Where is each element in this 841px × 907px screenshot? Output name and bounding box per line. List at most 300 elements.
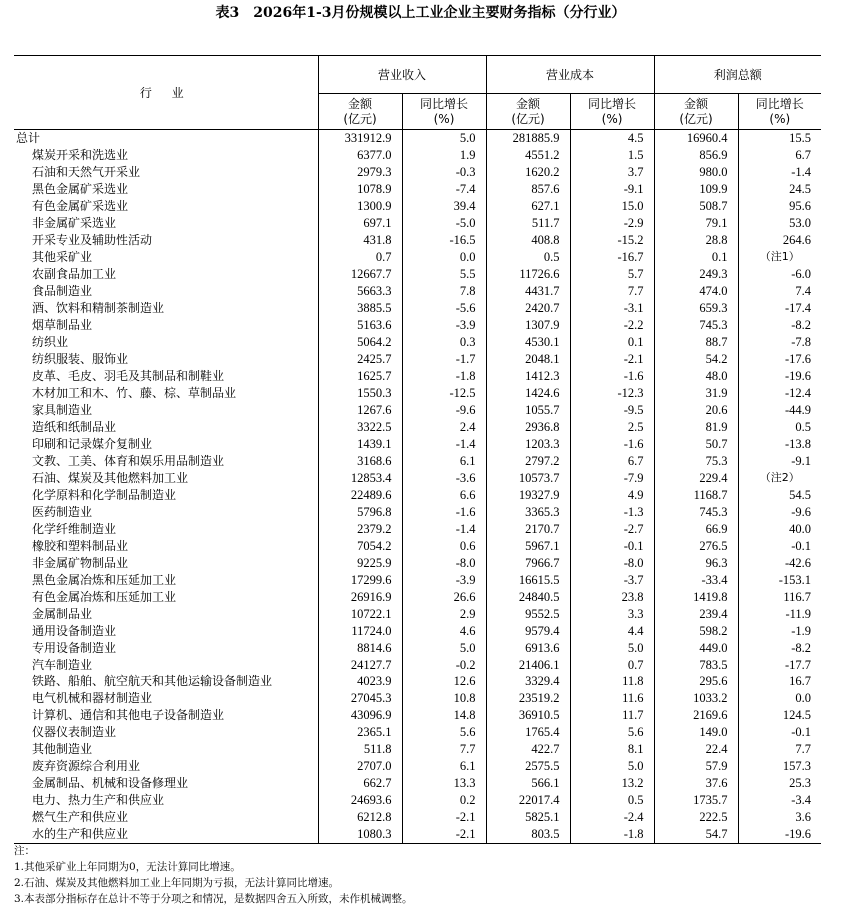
cost-amount-cell: 1307.9 (486, 317, 570, 334)
cost-growth-cell: -1.6 (570, 368, 654, 385)
cost-amount-cell: 10573.7 (486, 469, 570, 486)
cost-growth-cell: -12.3 (570, 385, 654, 402)
cost-growth-cell: -16.7 (570, 249, 654, 266)
profit-growth-cell: -11.9 (738, 605, 821, 622)
industry-name: 总计 (16, 131, 41, 146)
revenue-amount-cell: 11724.0 (318, 622, 402, 639)
revenue-growth-cell: 5.5 (402, 266, 486, 283)
revenue-amount-cell: 3322.5 (318, 418, 402, 435)
cost-amount-cell: 2797.2 (486, 452, 570, 469)
profit-amount-cell: 745.3 (654, 317, 738, 334)
cost-growth-cell: -2.2 (570, 317, 654, 334)
cost-amount-cell: 16615.5 (486, 571, 570, 588)
footnote-3: 3.本表部分指标存在总计不等于分项之和情况，是数据四舍五入所致，未作机械调整。 (14, 893, 413, 905)
profit-amount-cell: 48.0 (654, 368, 738, 385)
cost-growth-cell: 0.7 (570, 656, 654, 673)
profit-growth-cell: -9.1 (738, 452, 821, 469)
cost-amount-cell: 9552.5 (486, 605, 570, 622)
profit-growth-cell: 124.5 (738, 707, 821, 724)
revenue-amount-cell: 12853.4 (318, 469, 402, 486)
profit-growth-cell: -17.4 (738, 300, 821, 317)
table-row (14, 147, 821, 164)
revenue-growth-cell: -1.4 (402, 435, 486, 452)
profit-growth-cell: 7.4 (738, 283, 821, 300)
industry-name: 有色金属冶炼和压延加工业 (32, 589, 177, 604)
revenue-amount-cell: 6212.8 (318, 809, 402, 826)
table-row (14, 554, 821, 571)
profit-amount-cell: 1033.2 (654, 690, 738, 707)
profit-growth-cell: -1.4 (738, 164, 821, 181)
profit-growth-cell: -7.8 (738, 334, 821, 351)
revenue-growth-cell: -2.1 (402, 809, 486, 826)
revenue-amount-cell: 6377.0 (318, 147, 402, 164)
cost-growth-cell: -1.6 (570, 435, 654, 452)
industry-name: 专用设备制造业 (32, 640, 117, 655)
revenue-amount-cell: 2365.1 (318, 724, 402, 741)
profit-amount-cell: 295.6 (654, 673, 738, 690)
cost-amount-cell: 3365.3 (486, 503, 570, 520)
revenue-growth-cell: 0.2 (402, 792, 486, 809)
cost-amount-cell: 2170.7 (486, 520, 570, 537)
revenue-amount-cell: 22489.6 (318, 486, 402, 503)
cost-amount-cell: 803.5 (486, 826, 570, 843)
growth-unit: (%) (769, 111, 791, 126)
growth-unit: (%) (601, 111, 623, 126)
table-row (14, 435, 821, 452)
profit-growth-cell: 157.3 (738, 758, 821, 775)
cost-amount-cell: 566.1 (486, 775, 570, 792)
table-row (14, 741, 821, 758)
revenue-group-header: 营业收入 (318, 56, 486, 94)
cost-growth-cell: 11.8 (570, 673, 654, 690)
table-row (14, 249, 821, 266)
profit-growth-cell: -8.2 (738, 317, 821, 334)
profit-growth-cell: 0.0 (738, 690, 821, 707)
revenue-growth-cell: -12.5 (402, 385, 486, 402)
cost-amount-cell: 511.7 (486, 215, 570, 232)
profit-amount-cell: 75.3 (654, 452, 738, 469)
revenue-amount-cell: 17299.6 (318, 571, 402, 588)
profit-growth-cell: -44.9 (738, 402, 821, 419)
financial-indicators-table (14, 55, 821, 844)
revenue-growth-cell: 14.8 (402, 707, 486, 724)
cost-amount-cell: 281885.9 (486, 130, 570, 147)
cost-growth-cell: -0.1 (570, 537, 654, 554)
revenue-growth-cell: 0.0 (402, 249, 486, 266)
industry-name: 农副食品加工业 (32, 267, 117, 282)
cost-growth-cell: -1.3 (570, 503, 654, 520)
revenue-growth-cell: 5.6 (402, 724, 486, 741)
cost-growth-cell: 6.7 (570, 452, 654, 469)
revenue-amount-cell: 8814.6 (318, 639, 402, 656)
table-row (14, 181, 821, 198)
cost-growth-cell: 7.7 (570, 283, 654, 300)
revenue-growth-cell: -1.7 (402, 351, 486, 368)
industry-name: 通用设备制造业 (32, 623, 117, 638)
table-row (14, 198, 821, 215)
revenue-amount-cell: 431.8 (318, 232, 402, 249)
profit-growth-cell: 95.6 (738, 198, 821, 215)
industry-name: 橡胶和塑料制品业 (32, 538, 129, 553)
revenue-growth-cell: 1.9 (402, 147, 486, 164)
profit-amount-cell: 149.0 (654, 724, 738, 741)
industry-name: 纺织业 (32, 335, 69, 350)
profit-growth-cell: -13.8 (738, 435, 821, 452)
industry-name: 金属制品、机械和设备修理业 (32, 776, 189, 791)
cost-amount-cell: 23519.2 (486, 690, 570, 707)
revenue-amount-cell: 24693.6 (318, 792, 402, 809)
table-row (14, 809, 821, 826)
table-row (14, 792, 821, 809)
revenue-amount-cell: 1439.1 (318, 435, 402, 452)
table-row (14, 469, 821, 486)
cost-amount-cell: 5967.1 (486, 537, 570, 554)
cost-amount-cell: 9579.4 (486, 622, 570, 639)
industry-name: 食品制造业 (32, 284, 93, 299)
profit-amount-cell: 980.0 (654, 164, 738, 181)
table-title: 表3 2026年1-3月份规模以上工业企业主要财务指标（分行业） (215, 5, 626, 21)
cost-amount-cell: 5825.1 (486, 809, 570, 826)
revenue-growth-cell: -0.3 (402, 164, 486, 181)
revenue-amount-cell: 5663.3 (318, 283, 402, 300)
profit-amount-cell: -33.4 (654, 571, 738, 588)
cost-amount-cell: 7966.7 (486, 554, 570, 571)
cost-growth-cell: 4.9 (570, 486, 654, 503)
profit-growth-cell: 54.5 (738, 486, 821, 503)
cost-amount-cell: 24840.5 (486, 588, 570, 605)
profit-growth-cell: 25.3 (738, 775, 821, 792)
profit-amount-cell: 28.8 (654, 232, 738, 249)
table-row (14, 385, 821, 402)
table-row (14, 486, 821, 503)
revenue-amount-cell: 5796.8 (318, 503, 402, 520)
revenue-growth-cell: 4.6 (402, 622, 486, 639)
industry-name: 烟草制品业 (32, 318, 93, 333)
revenue-amount-cell: 2979.3 (318, 164, 402, 181)
industry-name: 计算机、通信和其他电子设备制造业 (32, 708, 225, 723)
growth-subheader (570, 94, 654, 130)
cost-growth-cell: -2.7 (570, 520, 654, 537)
cost-growth-cell: 0.5 (570, 792, 654, 809)
revenue-amount-cell: 2425.7 (318, 351, 402, 368)
cost-amount-cell: 1203.3 (486, 435, 570, 452)
revenue-amount-cell: 1625.7 (318, 368, 402, 385)
profit-amount-cell: 81.9 (654, 418, 738, 435)
industry-name: 金属制品业 (32, 606, 93, 621)
cost-amount-cell: 2936.8 (486, 418, 570, 435)
cost-amount-cell: 857.6 (486, 181, 570, 198)
profit-amount-cell: 22.4 (654, 741, 738, 758)
growth-subheader (402, 94, 486, 130)
profit-amount-cell: 474.0 (654, 283, 738, 300)
revenue-growth-cell: -1.8 (402, 368, 486, 385)
table-row (14, 520, 821, 537)
cost-growth-cell: 3.3 (570, 605, 654, 622)
cost-growth-cell: 4.5 (570, 130, 654, 147)
table-row (14, 317, 821, 334)
profit-amount-cell: 54.2 (654, 351, 738, 368)
cost-amount-cell: 36910.5 (486, 707, 570, 724)
footnote-heading: 注： (14, 845, 35, 857)
revenue-amount-cell: 7054.2 (318, 537, 402, 554)
cost-growth-cell: 15.0 (570, 198, 654, 215)
cost-growth-cell: -3.1 (570, 300, 654, 317)
cost-growth-cell: 5.0 (570, 639, 654, 656)
table-row (14, 588, 821, 605)
revenue-amount-cell: 2379.2 (318, 520, 402, 537)
revenue-growth-cell: 5.0 (402, 130, 486, 147)
cost-growth-cell: -1.8 (570, 826, 654, 843)
revenue-growth-cell: 2.9 (402, 605, 486, 622)
profit-growth-cell: -0.1 (738, 537, 821, 554)
cost-growth-cell: -8.0 (570, 554, 654, 571)
growth-unit: (%) (433, 111, 455, 126)
profit-growth-cell: 3.6 (738, 809, 821, 826)
cost-amount-cell: 11726.6 (486, 266, 570, 283)
industry-name: 其他采矿业 (32, 250, 93, 265)
profit-amount-cell: 783.5 (654, 656, 738, 673)
growth-label: 同比增长 (755, 96, 804, 111)
industry-name: 医药制造业 (32, 504, 93, 519)
revenue-growth-cell: 26.6 (402, 588, 486, 605)
amount-unit: (亿元) (511, 111, 545, 126)
profit-growth-cell: -17.7 (738, 656, 821, 673)
revenue-growth-cell: 7.7 (402, 741, 486, 758)
profit-growth-cell: -8.2 (738, 639, 821, 656)
profit-growth-cell: -0.1 (738, 724, 821, 741)
revenue-growth-cell: -2.1 (402, 826, 486, 843)
amount-unit: (亿元) (343, 111, 377, 126)
industry-name: 石油和天然气开采业 (32, 165, 141, 180)
table-row (14, 164, 821, 181)
profit-amount-cell: 276.5 (654, 537, 738, 554)
profit-growth-cell: 24.5 (738, 181, 821, 198)
revenue-growth-cell: -3.6 (402, 469, 486, 486)
revenue-amount-cell: 5163.6 (318, 317, 402, 334)
profit-amount-cell: 1735.7 (654, 792, 738, 809)
amount-subheader (486, 94, 570, 130)
cost-growth-cell: -2.9 (570, 215, 654, 232)
table-row (14, 452, 821, 469)
industry-name: 汽车制造业 (32, 657, 93, 672)
cost-growth-cell: -9.5 (570, 402, 654, 419)
cost-amount-cell: 4431.7 (486, 283, 570, 300)
industry-name: 黑色金属冶炼和压延加工业 (32, 572, 177, 587)
revenue-growth-cell: 0.3 (402, 334, 486, 351)
profit-growth-cell: 264.6 (738, 232, 821, 249)
revenue-amount-cell: 2707.0 (318, 758, 402, 775)
revenue-growth-cell: -5.0 (402, 215, 486, 232)
profit-growth-cell: -19.6 (738, 826, 821, 843)
table-row (14, 707, 821, 724)
cost-amount-cell: 19327.9 (486, 486, 570, 503)
amount-label: 金额 (347, 96, 372, 111)
industry-name: 仪器仪表制造业 (32, 725, 117, 740)
cost-amount-cell: 2048.1 (486, 351, 570, 368)
revenue-amount-cell: 27045.3 (318, 690, 402, 707)
profit-amount-cell: 54.7 (654, 826, 738, 843)
amount-unit: (亿元) (679, 111, 713, 126)
amount-label: 金额 (516, 96, 541, 111)
profit-growth-cell: -6.0 (738, 266, 821, 283)
table-row (14, 775, 821, 792)
cost-amount-cell: 1765.4 (486, 724, 570, 741)
cost-growth-cell: -15.2 (570, 232, 654, 249)
profit-growth-cell: （注1） (738, 249, 821, 266)
profit-growth-cell: 6.7 (738, 147, 821, 164)
table-row (14, 300, 821, 317)
profit-amount-cell: 31.9 (654, 385, 738, 402)
profit-growth-cell: -9.6 (738, 503, 821, 520)
cost-amount-cell: 408.8 (486, 232, 570, 249)
profit-amount-cell: 0.1 (654, 249, 738, 266)
profit-growth-cell: -12.4 (738, 385, 821, 402)
revenue-amount-cell: 1300.9 (318, 198, 402, 215)
revenue-growth-cell: -8.0 (402, 554, 486, 571)
profit-amount-cell: 50.7 (654, 435, 738, 452)
profit-growth-cell: -17.6 (738, 351, 821, 368)
cost-growth-cell: -7.9 (570, 469, 654, 486)
industry-name: 化学纤维制造业 (32, 521, 117, 536)
revenue-amount-cell: 697.1 (318, 215, 402, 232)
industry-name: 酒、饮料和精制茶制造业 (32, 301, 165, 316)
table-row (14, 351, 821, 368)
revenue-growth-cell: -1.6 (402, 503, 486, 520)
revenue-growth-cell: 0.6 (402, 537, 486, 554)
revenue-amount-cell: 662.7 (318, 775, 402, 792)
table-row (14, 724, 821, 741)
industry-name: 石油、煤炭及其他燃料加工业 (32, 470, 189, 485)
cost-growth-cell: 11.6 (570, 690, 654, 707)
profit-amount-cell: 57.9 (654, 758, 738, 775)
profit-amount-cell: 37.6 (654, 775, 738, 792)
profit-amount-cell: 1419.8 (654, 588, 738, 605)
profit-growth-cell: 16.7 (738, 673, 821, 690)
profit-amount-cell: 249.3 (654, 266, 738, 283)
industry-name: 开采专业及辅助性活动 (32, 233, 153, 248)
amount-subheader (318, 94, 402, 130)
revenue-growth-cell: 10.8 (402, 690, 486, 707)
profit-amount-cell: 598.2 (654, 622, 738, 639)
profit-growth-cell: 0.5 (738, 418, 821, 435)
revenue-growth-cell: -0.2 (402, 656, 486, 673)
profit-growth-cell: 7.7 (738, 741, 821, 758)
profit-growth-cell: 40.0 (738, 520, 821, 537)
industry-name: 皮革、毛皮、羽毛及其制品和制鞋业 (32, 369, 225, 384)
revenue-amount-cell: 3168.6 (318, 452, 402, 469)
table-row (14, 537, 821, 554)
revenue-amount-cell: 1078.9 (318, 181, 402, 198)
growth-label: 同比增长 (420, 96, 469, 111)
table-row (14, 232, 821, 249)
industry-name: 其他制造业 (32, 742, 93, 757)
cost-amount-cell: 21406.1 (486, 656, 570, 673)
cost-growth-cell: 1.5 (570, 147, 654, 164)
cost-amount-cell: 22017.4 (486, 792, 570, 809)
revenue-growth-cell: 6.1 (402, 758, 486, 775)
cost-amount-cell: 627.1 (486, 198, 570, 215)
table-row (14, 368, 821, 385)
revenue-amount-cell: 10722.1 (318, 605, 402, 622)
profit-growth-cell: 15.5 (738, 130, 821, 147)
profit-amount-cell: 449.0 (654, 639, 738, 656)
footnote-2: 2.石油、煤炭及其他燃料加工业上年同期为亏损，无法计算同比增速。 (14, 877, 340, 889)
profit-growth-cell: 53.0 (738, 215, 821, 232)
profit-amount-cell: 508.7 (654, 198, 738, 215)
revenue-amount-cell: 511.8 (318, 741, 402, 758)
cost-amount-cell: 422.7 (486, 741, 570, 758)
profit-growth-cell: -19.6 (738, 368, 821, 385)
profit-amount-cell: 66.9 (654, 520, 738, 537)
table-row (14, 758, 821, 775)
cost-growth-cell: 0.1 (570, 334, 654, 351)
cost-amount-cell: 2575.5 (486, 758, 570, 775)
industry-header: 行 业 (14, 56, 318, 130)
profit-growth-cell: 116.7 (738, 588, 821, 605)
cost-growth-cell: 2.5 (570, 418, 654, 435)
industry-name: 家具制造业 (32, 402, 93, 417)
cost-growth-cell: -2.4 (570, 809, 654, 826)
cost-amount-cell: 3329.4 (486, 673, 570, 690)
table-row (14, 826, 821, 843)
industry-name: 木材加工和木、竹、藤、棕、草制品业 (32, 386, 237, 401)
revenue-amount-cell: 5064.2 (318, 334, 402, 351)
profit-amount-cell: 1168.7 (654, 486, 738, 503)
revenue-growth-cell: 13.3 (402, 775, 486, 792)
table-row (14, 283, 821, 300)
profit-amount-cell: 745.3 (654, 503, 738, 520)
cost-growth-cell: -2.1 (570, 351, 654, 368)
growth-subheader (738, 94, 821, 130)
revenue-amount-cell: 1550.3 (318, 385, 402, 402)
amount-label: 金额 (684, 96, 709, 111)
table-row (14, 639, 821, 656)
profit-growth-cell: -3.4 (738, 792, 821, 809)
cost-growth-cell: 11.7 (570, 707, 654, 724)
profit-group-header: 利润总额 (654, 56, 821, 94)
revenue-amount-cell: 3885.5 (318, 300, 402, 317)
revenue-growth-cell: -3.9 (402, 571, 486, 588)
amount-subheader (654, 94, 738, 130)
table-row (14, 215, 821, 232)
revenue-amount-cell: 12667.7 (318, 266, 402, 283)
cost-amount-cell: 1620.2 (486, 164, 570, 181)
profit-amount-cell: 88.7 (654, 334, 738, 351)
revenue-amount-cell: 1080.3 (318, 826, 402, 843)
cost-growth-cell: 13.2 (570, 775, 654, 792)
profit-amount-cell: 20.6 (654, 402, 738, 419)
industry-name: 电气机械和器材制造业 (32, 691, 153, 706)
revenue-amount-cell: 24127.7 (318, 656, 402, 673)
profit-amount-cell: 109.9 (654, 181, 738, 198)
revenue-growth-cell: 2.4 (402, 418, 486, 435)
industry-name: 有色金属矿采选业 (32, 199, 129, 214)
revenue-growth-cell: 5.0 (402, 639, 486, 656)
table-row (14, 334, 821, 351)
table-row (14, 402, 821, 419)
cost-amount-cell: 2420.7 (486, 300, 570, 317)
industry-name: 化学原料和化学制品制造业 (32, 487, 177, 502)
profit-amount-cell: 659.3 (654, 300, 738, 317)
cost-amount-cell: 4530.1 (486, 334, 570, 351)
footnotes (14, 843, 413, 907)
table-row (14, 605, 821, 622)
revenue-amount-cell: 9225.9 (318, 554, 402, 571)
profit-amount-cell: 856.9 (654, 147, 738, 164)
industry-name: 电力、热力生产和供应业 (32, 793, 165, 808)
revenue-growth-cell: 12.6 (402, 673, 486, 690)
revenue-amount-cell: 0.7 (318, 249, 402, 266)
